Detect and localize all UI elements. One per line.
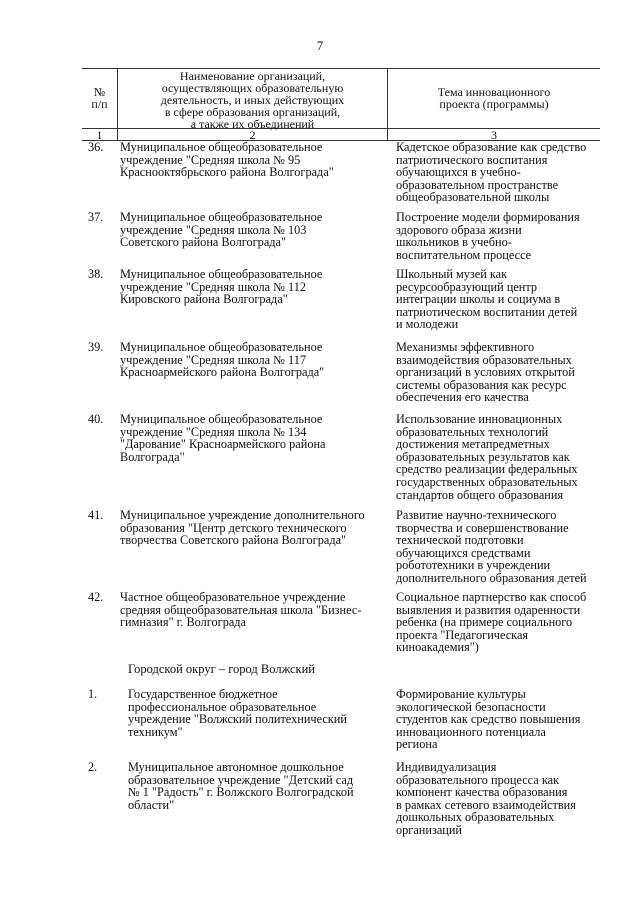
text-line: Социальное партнерство как способ <box>396 590 587 604</box>
text-line: учреждение "Средняя школа № 112 <box>120 279 307 294</box>
text-line: образовательного процесса как <box>396 772 560 787</box>
text-line: системы образования как ресурс <box>396 377 567 392</box>
text-line: творчества и совершенствование <box>396 520 569 535</box>
text-line: № 1 "Радость" г. Волжского Волгоградской <box>128 785 354 800</box>
section-heading: Городской округ – город Волжский <box>128 662 315 676</box>
text-line: технической подготовки <box>396 533 524 548</box>
text-line: учреждение "Средняя школа № 134 <box>120 424 307 439</box>
text-line: Построение модели формирования <box>396 210 580 224</box>
text-line: учреждение "Волжский политехнический <box>128 712 347 727</box>
organization-name <box>120 413 385 463</box>
organization-name <box>120 509 385 547</box>
text-line: Краснооктябрьского района Волгограда" <box>120 165 334 180</box>
row-number: 36. <box>88 140 104 154</box>
text-line: "Дарование" Красноармейского района <box>120 437 326 452</box>
text-line: Муниципальное общеобразовательное <box>120 140 323 154</box>
column-number: 2 <box>249 128 256 142</box>
text-line: стандартов общего образования <box>396 487 564 502</box>
organization-name <box>128 688 388 738</box>
text-line: Кадетское образование как средство <box>396 140 587 154</box>
project-topic <box>396 341 602 404</box>
page-number: 7 <box>316 38 324 53</box>
organization-name <box>128 761 388 811</box>
text-line: образовательное учреждение "Детский сад <box>128 772 354 787</box>
text-line: компонент качества образования <box>396 785 568 800</box>
text-line: обучающихся средствами <box>396 545 531 560</box>
row-number: 40. <box>88 412 104 426</box>
table-top-border <box>82 68 600 69</box>
text-line: образовательных результатов как <box>396 449 570 464</box>
text-line: патриотическом воспитании детей <box>396 304 578 319</box>
project-topic <box>396 141 602 204</box>
text-line: Школьный музей как <box>396 267 508 281</box>
organization-name <box>120 591 385 629</box>
text-line: экологической безопасности <box>396 699 546 714</box>
text-line: дополнительного образования детей <box>396 570 587 585</box>
row-number: 41. <box>88 508 104 522</box>
text-line: киноакадемия") <box>396 640 479 655</box>
text-line: гимназия" г. Волгограда <box>120 615 247 630</box>
row-number: 37. <box>88 210 104 224</box>
header-text: деятельность, и иных действующих <box>160 93 345 107</box>
text-line: Советского района Волгограда" <box>120 235 287 250</box>
text-line: техникум" <box>128 724 183 739</box>
text-line: воспитательном процессе <box>396 247 532 262</box>
text-line: достижения метапредметных <box>396 437 550 452</box>
project-topic <box>396 509 602 585</box>
text-line: Волгограда" <box>120 449 185 464</box>
text-line: робототехники в учреждении <box>396 558 551 573</box>
header-text: осуществляющих образовательную <box>161 81 344 95</box>
header-text: п/п <box>91 97 108 111</box>
text-line: общеобразовательной школы <box>396 190 550 205</box>
header-text: проекта (программы) <box>439 97 549 111</box>
project-topic <box>396 268 602 331</box>
project-topic <box>396 761 602 837</box>
header-text: а также их объединений <box>190 117 315 131</box>
text-line: творчества Советского района Волгограда" <box>120 533 347 548</box>
text-line: учреждение "Средняя школа № 103 <box>120 222 307 237</box>
text-line: проекта "Педагогическая <box>396 627 529 642</box>
text-line: Механизмы эффективного <box>396 340 535 354</box>
organization-name <box>120 268 385 306</box>
text-line: области" <box>128 797 175 812</box>
text-line: Индивидуализация <box>396 760 497 774</box>
row-number: 1. <box>88 687 98 701</box>
text-line: дошкольных образовательных <box>396 810 555 825</box>
text-line: Красноармейского района Волгограда" <box>120 365 325 380</box>
header-text: в сфере образования организаций, <box>164 105 341 119</box>
text-line: учреждение "Средняя школа № 95 <box>120 152 301 167</box>
text-line: патриотического воспитания <box>396 152 548 167</box>
project-topic <box>396 413 602 501</box>
text-line: образовательном пространстве <box>396 177 559 192</box>
row-number: 2. <box>88 760 98 774</box>
text-line: Муниципальное общеобразовательное <box>120 340 323 354</box>
header-text: Тема инновационного <box>437 85 551 99</box>
row-number: 42. <box>88 590 104 604</box>
header-project-column <box>388 86 600 110</box>
text-line: взаимодействия образовательных <box>396 352 572 367</box>
text-line: и молодежи <box>396 317 459 332</box>
text-line: Развитие научно-технического <box>396 508 557 522</box>
text-line: школьников в учебно- <box>396 235 512 250</box>
text-line: Использование инновационных <box>396 412 563 426</box>
text-line: региона <box>396 737 438 752</box>
text-line: обучающихся в учебно- <box>396 165 521 180</box>
column-number: 1 <box>96 128 103 142</box>
text-line: выявления и развития одаренности <box>396 602 581 617</box>
text-line: образования "Центр детского технического <box>120 520 347 535</box>
text-line: Муниципальное общеобразовательное <box>120 210 323 224</box>
text-line: учреждение "Средняя школа № 117 <box>120 352 307 367</box>
text-line: средняя общеобразовательная школа "Бизнес- <box>120 602 362 617</box>
column-number: 3 <box>491 128 497 142</box>
text-line: Муниципальное учреждение дополнительного <box>120 508 365 522</box>
text-line: Формирование культуры <box>396 687 526 701</box>
header-number-column <box>82 86 117 110</box>
text-line: интеграции школы и социума в <box>396 292 561 307</box>
header-organization-column <box>118 70 387 130</box>
text-line: профессиональное образовательное <box>128 699 317 714</box>
text-line: Кировского района Волгограда" <box>120 292 288 307</box>
header-text: Наименование организаций, <box>179 69 326 83</box>
text-line: Муниципальное автономное дошкольное <box>128 760 344 774</box>
row-number: 38. <box>88 267 104 281</box>
text-line: ребенка (на примере социального <box>396 615 573 630</box>
organization-name <box>120 211 385 249</box>
text-line: студентов как средство повышения <box>396 712 581 727</box>
text-line: организаций в условиях открытой <box>396 365 575 380</box>
project-topic <box>396 688 602 751</box>
project-topic <box>396 211 602 261</box>
text-line: инновационного потенциала <box>396 724 546 739</box>
text-line: средство реализации федеральных <box>396 462 578 477</box>
text-line: государственных образовательных <box>396 474 578 489</box>
project-topic <box>396 591 602 654</box>
text-line: здорового образа жизни <box>396 222 522 237</box>
organization-name <box>120 141 385 179</box>
text-line: ресурсообразующий центр <box>396 279 538 294</box>
row-number: 39. <box>88 340 104 354</box>
text-line: Муниципальное общеобразовательное <box>120 412 323 426</box>
text-line: Муниципальное общеобразовательное <box>120 267 323 281</box>
text-line: Частное общеобразовательное учреждение <box>120 590 346 604</box>
text-line: организаций <box>396 822 463 837</box>
text-line: Государственное бюджетное <box>128 687 278 701</box>
text-line: образовательных технологий <box>396 424 549 439</box>
organization-name <box>120 341 385 379</box>
text-line: обеспечения его качества <box>396 390 529 405</box>
header-text: № <box>93 85 106 99</box>
text-line: в рамках сетевого взаимодействия <box>396 797 576 812</box>
